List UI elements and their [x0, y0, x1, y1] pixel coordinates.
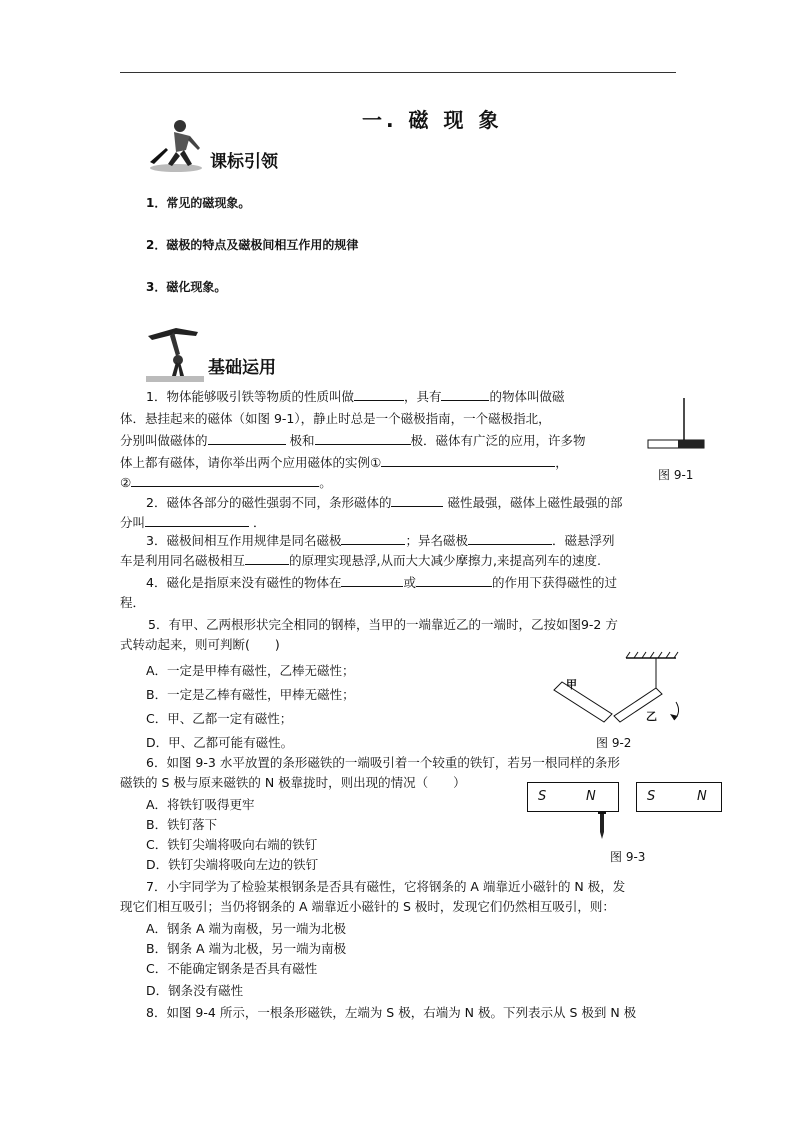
blank[interactable] — [341, 572, 403, 587]
q6-line-1: 6．如图 9-3 水平放置的条形磁铁的一端吸引着一个较重的铁钉，若另一根同样的条形 — [146, 755, 620, 770]
q6-option-d[interactable]: D．铁钉尖端将吸向左边的铁钉 — [146, 857, 319, 872]
rotating-rods-figure — [550, 650, 690, 736]
q1-line-4: 体上都有磁体，请你举出两个应用磁体的实例① ， — [120, 452, 568, 473]
blank[interactable] — [441, 386, 489, 401]
hockey-player-icon — [146, 118, 206, 174]
page-title: 一. 磁 现 象 — [362, 108, 503, 132]
q1-line-2: 体．悬挂起来的磁体（如图 9-1），静止时总是一个磁极指南，一个磁极指北， — [120, 411, 551, 426]
q6-option-a[interactable]: A．将铁钉吸得更牢 — [146, 797, 255, 812]
q6-option-c[interactable]: C．铁钉尖端将吸向右端的铁钉 — [146, 837, 318, 852]
blank[interactable] — [341, 530, 405, 545]
magnet-2-n-pole: N — [697, 789, 707, 804]
blank[interactable] — [391, 492, 443, 507]
q1-line-5: ② 。 — [120, 472, 332, 493]
q2-line-1: 2．磁体各部分的磁性强弱不同，条形磁体的 磁性最强，磁体上磁性最强的部 — [146, 492, 622, 513]
q1-line-3: 分别叫做磁体的 极和 极．磁体有广泛的应用，许多物 — [120, 430, 586, 451]
q5-line-2: 式转动起来，则可判断( ) — [120, 637, 280, 652]
rod-yi-label: 乙 — [646, 710, 657, 723]
q1-line-1: 1．物体能够吸引铁等物质的性质叫做 ，具有 的物体叫做磁 — [146, 386, 565, 407]
blank[interactable] — [145, 512, 249, 527]
section-banner-2 — [146, 324, 276, 384]
q4-line-1: 4．磁化是指原来没有磁性的物体在 或 的作用下获得磁性的过 — [146, 572, 617, 593]
gymnast-icon — [146, 324, 204, 384]
q7-option-d[interactable]: D．钢条没有磁性 — [146, 983, 244, 998]
magnet-1-n-pole: N — [586, 789, 596, 804]
q6-option-b[interactable]: B．铁钉落下 — [146, 817, 218, 832]
q3-line-2: 车是利用同名磁极相互 的原理实现悬浮,从而大大减少摩擦力,来提高列车的速度. — [120, 550, 601, 571]
blank[interactable] — [381, 452, 555, 467]
q7-line-1: 7．小宇同学为了检验某根钢条是否具有磁性，它将钢条的 A 端靠近小磁针的 N 极，发 — [146, 879, 626, 894]
q7-line-2: 现它们相互吸引；当仍将钢条的 A 端靠近小磁针的 S 极时，发现它们仍然相互吸引，则： — [120, 899, 615, 914]
objective-2: 2．磁极的特点及磁极间相互作用的规律 — [146, 238, 359, 252]
q7-option-b[interactable]: B．钢条 A 端为北极，另一端为南极 — [146, 941, 347, 956]
q3-line-1: 3．磁极间相互作用规律是同名磁极 ；异名磁极 ．磁悬浮列 — [146, 530, 615, 551]
q5-option-d[interactable]: D．甲、乙都可能有磁性。 — [146, 735, 294, 750]
objective-1: 1．常见的磁现象。 — [146, 196, 251, 210]
blank[interactable] — [208, 430, 286, 445]
q7-option-a[interactable]: A．钢条 A 端为南极，另一端为北极 — [146, 921, 347, 936]
blank[interactable] — [354, 386, 404, 401]
section-label-2: 基础运用 — [208, 358, 276, 378]
suspended-magnet-figure — [644, 396, 706, 452]
magnet-2-s-pole: S — [647, 789, 656, 804]
iron-nail-icon — [594, 810, 610, 840]
q6-line-2: 磁铁的 S 极与原来磁铁的 N 极靠拢时，则出现的情况（ ） — [120, 775, 466, 790]
right-bar-magnet — [636, 782, 722, 812]
q2-line-2: 分叫 ． — [120, 512, 266, 533]
q5-option-a[interactable]: A．一定是甲棒有磁性，乙棒无磁性； — [146, 663, 355, 678]
blank[interactable] — [416, 572, 492, 587]
figure-9-1-caption: 图 9-1 — [658, 468, 694, 482]
figure-9-2-caption: 图 9-2 — [596, 736, 632, 750]
q5-option-b[interactable]: B．一定是乙棒有磁性，甲棒无磁性； — [146, 687, 355, 702]
magnet-1-s-pole: S — [538, 789, 547, 804]
header-rule — [120, 72, 676, 73]
q8-line-1: 8．如图 9-4 所示，一根条形磁铁，左端为 S 极，右端为 N 极。下列表示从 S 极到 N 极 — [146, 1005, 637, 1020]
section-banner-1 — [146, 118, 278, 174]
q5-line-1: 5．有甲、乙两根形状完全相同的钢棒，当甲的一端靠近乙的一端时，乙按如图9-2 方 — [148, 617, 618, 632]
blank[interactable] — [245, 550, 289, 565]
blank[interactable] — [468, 530, 552, 545]
blank[interactable] — [131, 472, 319, 487]
figure-9-3-caption: 图 9-3 — [610, 850, 646, 864]
rod-jia-label: 甲 — [566, 678, 577, 691]
q4-line-2: 程． — [120, 595, 146, 610]
q5-option-c[interactable]: C．甲、乙都一定有磁性； — [146, 711, 293, 726]
q7-option-c[interactable]: C．不能确定钢条是否具有磁性 — [146, 961, 318, 976]
left-bar-magnet — [527, 782, 619, 812]
section-label-1: 课标引领 — [210, 152, 278, 172]
blank[interactable] — [315, 430, 411, 445]
objective-3: 3．磁化现象。 — [146, 280, 227, 294]
